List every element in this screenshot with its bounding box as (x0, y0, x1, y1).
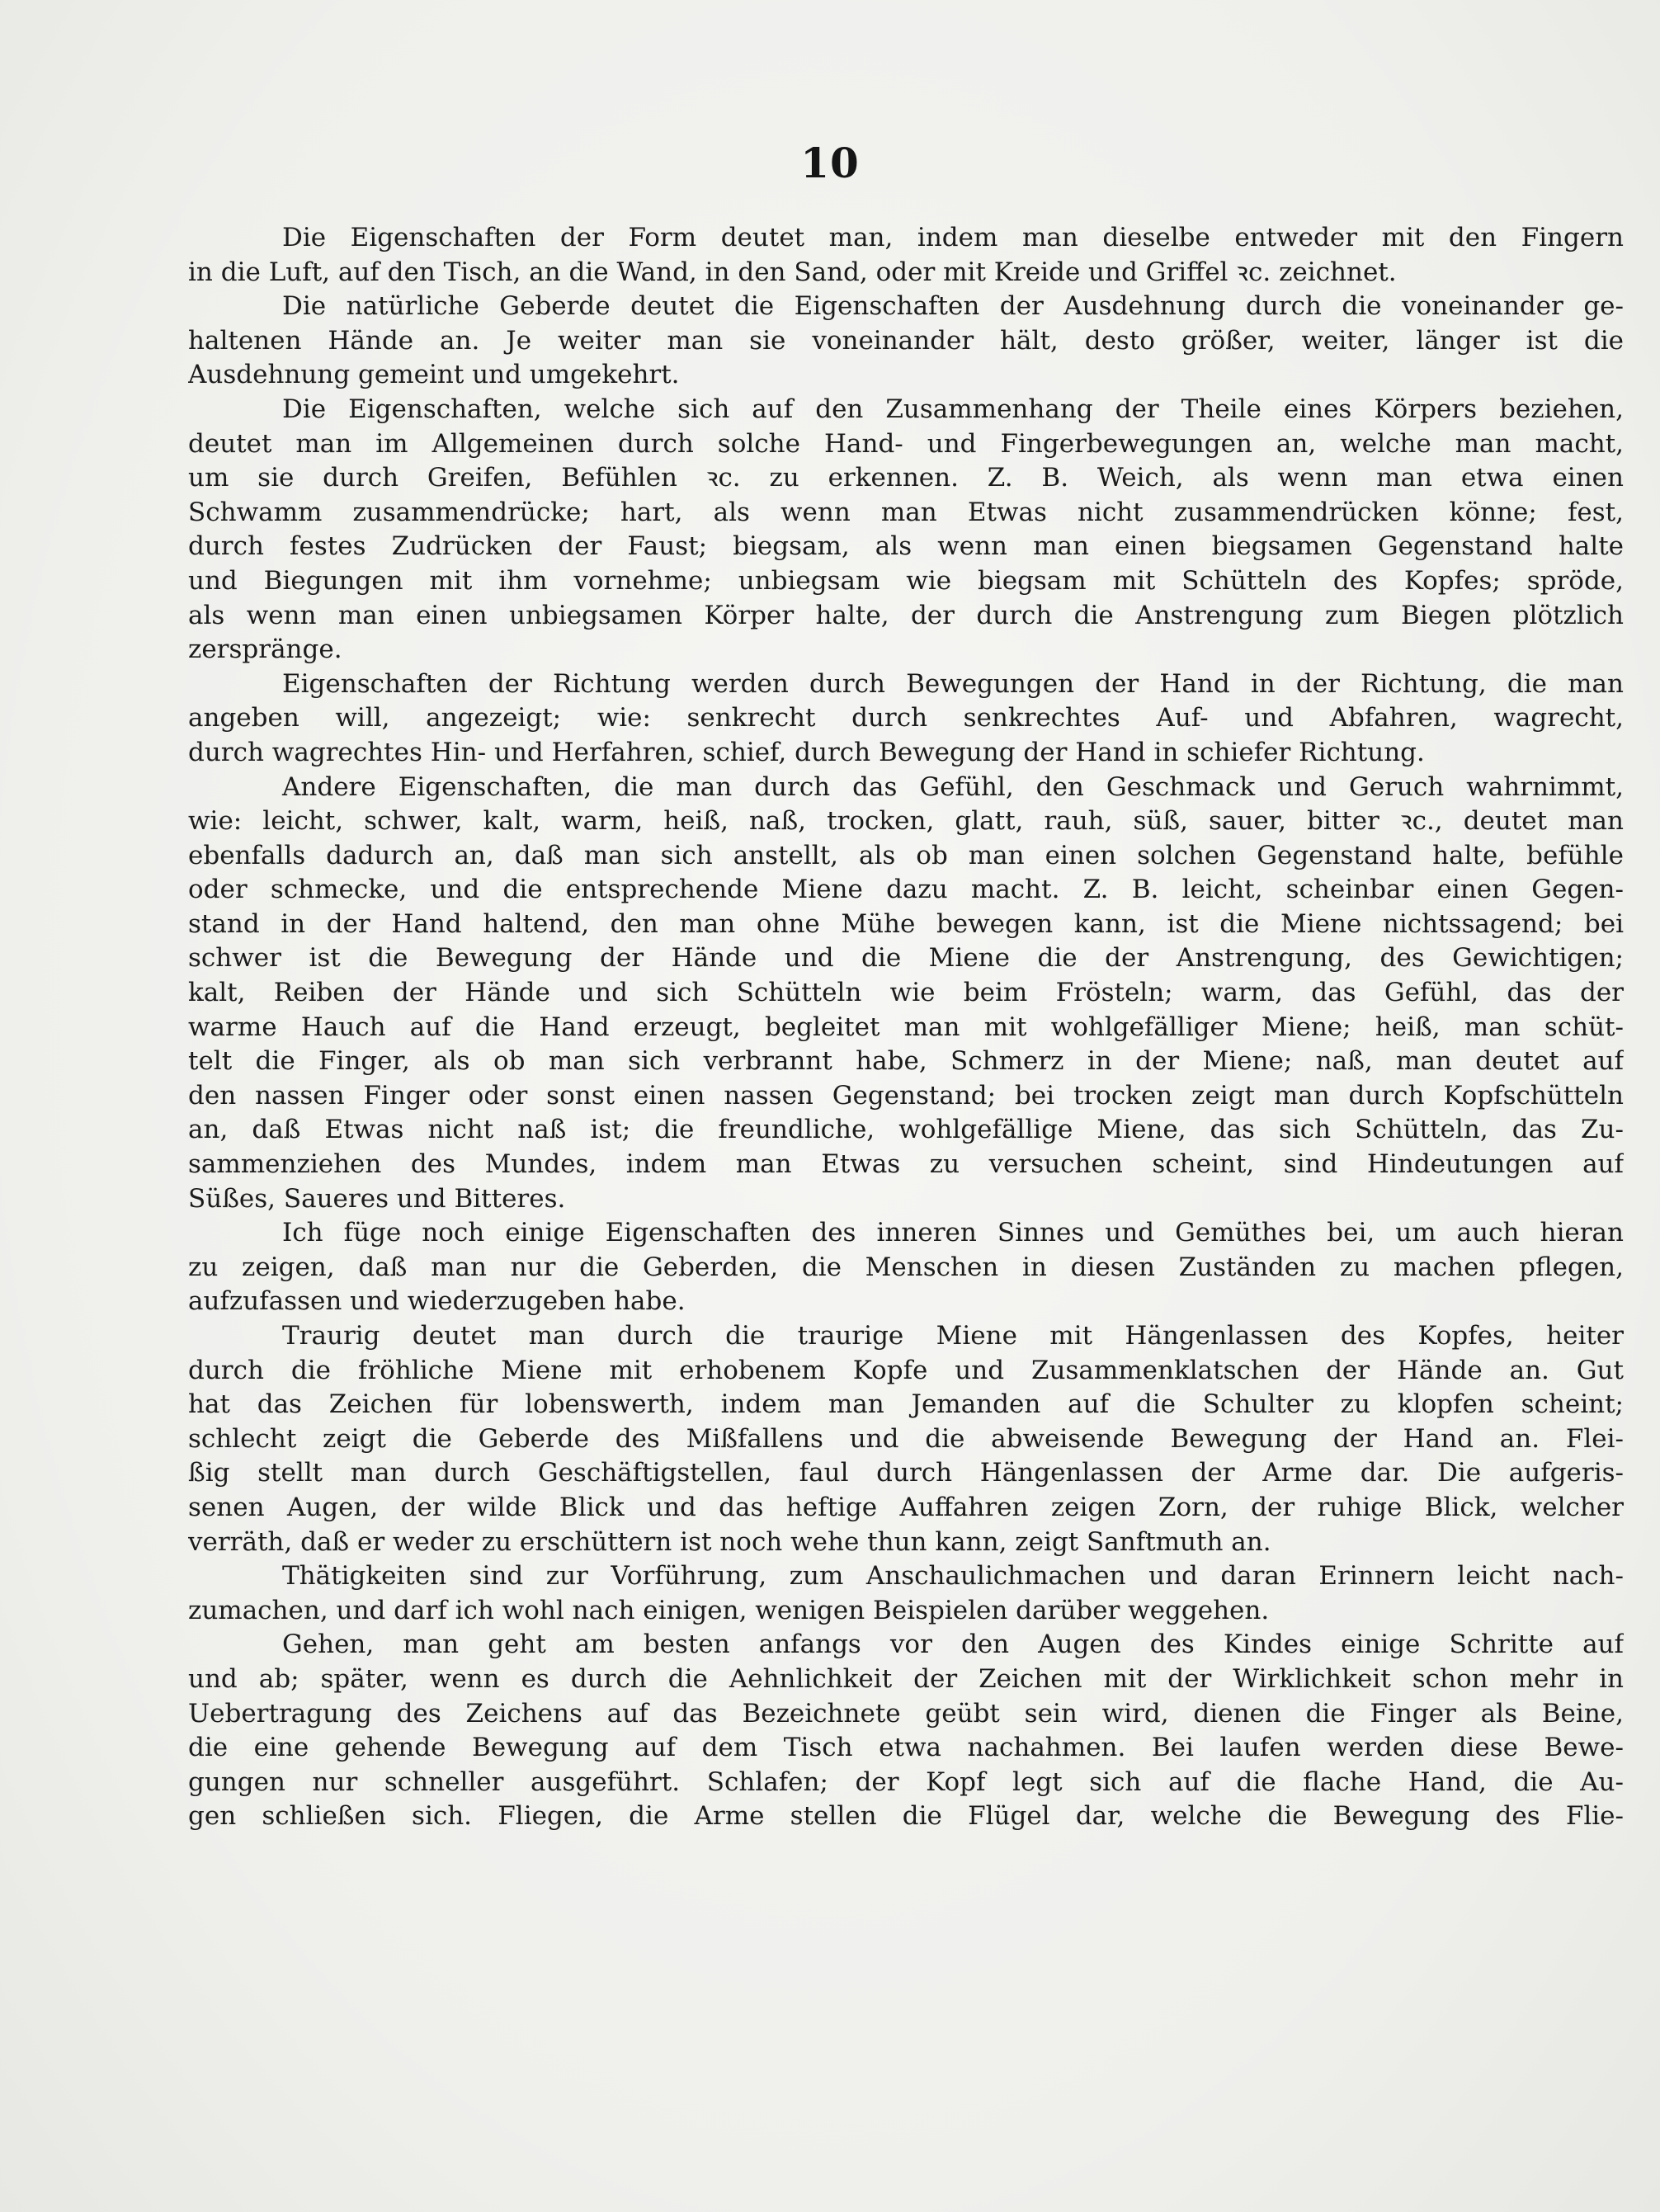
text-line: um sie durch Greifen, Befühlen ꝛc. zu erkennen. Z. B. Weich, als wenn man etwa einen (188, 463, 1624, 493)
text-line: stand in der Hand haltend, den man ohne Mühe bewegen kann, ist die Miene nichtssagend; bei (188, 908, 1624, 939)
text-line: durch wagrechtes Hin- und Herfahren, schief, durch Bewegung der Hand in schiefer Richtung. (188, 737, 1425, 767)
text-line: aufzufassen und wiederzugeben habe. (188, 1286, 686, 1317)
text-line: warme Hauch auf die Hand erzeugt, begleitet man mit wohlgefälliger Miene; heiß, man schüt- (188, 1012, 1624, 1042)
text-line: durch festes Zudrücken der Faust; biegsam, als wenn man einen biegsamen Gegenstand halte (188, 531, 1624, 562)
text-line: Traurig deutet man durch die traurige Miene mit Hängenlassen des Kopfes, heiter (282, 1321, 1624, 1351)
text-line: den nassen Finger oder sonst einen nassen Gegenstand; bei trocken zeigt man durch Kopfschütteln (188, 1080, 1624, 1111)
text-line: verräth, daß er weder zu erschüttern ist noch wehe thun kann, zeigt Sanftmuth an. (188, 1526, 1271, 1557)
text-line: angeben will, angezeigt; wie: senkrecht durch senkrechtes Auf- und Abfahren, wagrecht, (188, 703, 1624, 733)
text-line: und ab; später, wenn es durch die Aehnlichkeit der Zeichen mit der Wirklichkeit schon mehr in (188, 1663, 1624, 1694)
text-line: Schwamm zusammendrücke; hart, als wenn man Etwas nicht zusammendrücken könne; fest, (188, 497, 1624, 527)
text-line: sammenziehen des Mundes, indem man Etwas zu versuchen scheint, sind Hindeutungen auf (188, 1149, 1624, 1180)
page-number: 10 (800, 139, 860, 187)
text-line: zu zeigen, daß man nur die Geberden, die Menschen in diesen Zuständen zu machen pflegen, (188, 1252, 1624, 1282)
text-line: ßig stellt man durch Geschäftigstellen, faul durch Hängenlassen der Arme dar. Die aufgeris- (188, 1458, 1624, 1488)
text-line: oder schmecke, und die entsprechende Miene dazu macht. Z. B. leicht, scheinbar einen Gegen- (188, 875, 1624, 905)
text-line: schlecht zeigt die Geberde des Mißfallens und die abweisende Bewegung der Hand an. Flei- (188, 1423, 1624, 1454)
text-line: als wenn man einen unbiegsamen Körper halte, der durch die Anstrengung zum Biegen plötzlich (188, 600, 1624, 630)
text-line: Uebertragung des Zeichens auf das Bezeichnete geübt sein wird, dienen die Finger als Beine, (188, 1698, 1624, 1729)
text-line: an, daß Etwas nicht naß ist; die freundliche, wohlgefällige Miene, das sich Schütteln, das Zu- (188, 1115, 1624, 1145)
text-line: zumachen, und darf ich wohl nach einigen, wenigen Beispielen darüber weggehen. (188, 1595, 1270, 1625)
text-line: wie: leicht, schwer, kalt, warm, heiß, naß, trocken, glatt, rauh, süß, sauer, bitter ꝛc., deutet man (188, 806, 1624, 837)
text-line: durch die fröhliche Miene mit erhobenem Kopfe und Zusammenklatschen der Hände an. Gut (188, 1355, 1624, 1385)
text-line: deutet man im Allgemeinen durch solche Hand- und Fingerbewegungen an, welche man macht, (188, 428, 1624, 459)
text-line: Gehen, man geht am besten anfangs vor den Augen des Kindes einige Schritte auf (282, 1630, 1624, 1660)
text-line: die eine gehende Bewegung auf dem Tisch etwa nachahmen. Bei laufen werden diese Bewe- (188, 1733, 1624, 1763)
text-line: Die Eigenschaften, welche sich auf den Zusammenhang der Theile eines Körpers beziehen, (282, 394, 1624, 424)
text-line: telt die Finger, als ob man sich verbrannt habe, Schmerz in der Miene; naß, man deutet auf (188, 1046, 1624, 1077)
text-line: Andere Eigenschaften, die man durch das Gefühl, den Geschmack und Geruch wahrnimmt, (282, 771, 1624, 802)
text-line: gen schließen sich. Fliegen, die Arme stellen die Flügel dar, welche die Bewegung des Flie- (188, 1801, 1624, 1832)
text-line: senen Augen, der wilde Blick und das heftige Auffahren zeigen Zorn, der ruhige Blick, welcher (188, 1492, 1624, 1522)
text-line: Thätigkeiten sind zur Vorführung, zum Anschaulichmachen und daran Erinnern leicht nach- (282, 1561, 1624, 1592)
text-line: und Biegungen mit ihm vornehme; unbiegsam wie biegsam mit Schütteln des Kopfes; spröde, (188, 565, 1624, 596)
text-line: kalt, Reiben der Hände und sich Schütteln wie beim Frösteln; warm, das Gefühl, das der (188, 978, 1624, 1008)
text-line: Süßes, Saueres und Bitteres. (188, 1183, 566, 1214)
text-line: schwer ist die Bewegung der Hände und die Miene die der Anstrengung, des Gewichtigen; (188, 943, 1624, 974)
text-line: Die Eigenschaften der Form deutet man, indem man dieselbe entweder mit den Fingern (282, 223, 1624, 252)
text-line: Die natürliche Geberde deutet die Eigenschaften der Ausdehnung durch die voneinander ge- (282, 291, 1624, 322)
text-line: Eigenschaften der Richtung werden durch Bewegungen der Hand in der Richtung, die man (282, 668, 1624, 699)
text-line: haltenen Hände an. Je weiter man sie voneinander hält, desto größer, weiter, länger ist die (188, 325, 1624, 356)
text-line: in die Luft, auf den Tisch, an die Wand, in den Sand, oder mit Kreide und Griffel ꝛc. zeichnet. (188, 257, 1397, 287)
text-line: gungen nur schneller ausgeführt. Schlafen; der Kopf legt sich auf die flache Hand, die Au- (188, 1766, 1624, 1797)
body-text (188, 221, 1624, 1834)
text-line: Ausdehnung gemeint und umgekehrt. (188, 360, 680, 390)
text-line: zerspränge. (188, 634, 342, 665)
text-line: hat das Zeichen für lobenswerth, indem man Jemanden auf die Schulter zu klopfen scheint; (188, 1389, 1624, 1420)
text-line: Ich füge noch einige Eigenschaften des inneren Sinnes und Gemüthes bei, um auch hieran (282, 1218, 1624, 1248)
text-line: ebenfalls dadurch an, daß man sich anstellt, als ob man einen solchen Gegenstand halte, befühle (188, 840, 1624, 870)
